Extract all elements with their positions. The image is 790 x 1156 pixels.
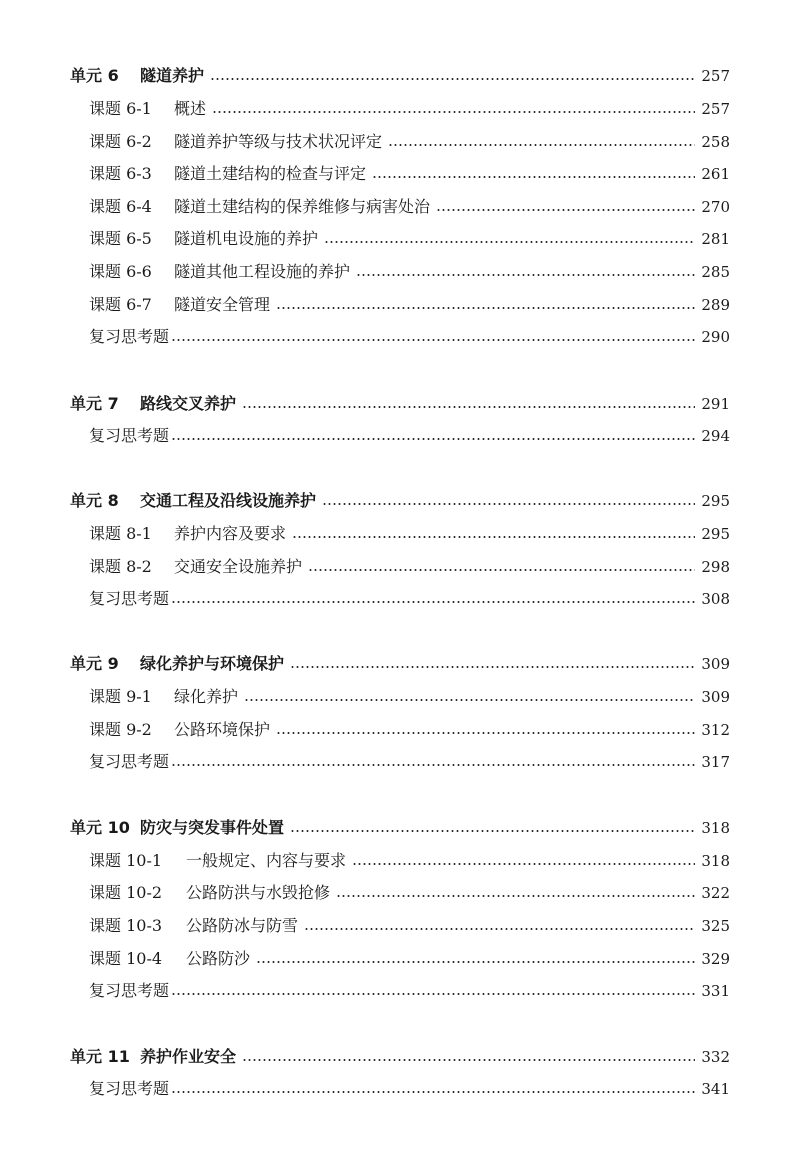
toc-unit-entry[interactable] (70, 389, 730, 419)
entry-title: 养护作业安全 (140, 1047, 237, 1066)
entry-number: 单元 6 (70, 66, 119, 85)
toc-topic-entry[interactable] (89, 224, 730, 254)
dot-leader (242, 1059, 695, 1061)
toc-topic-entry[interactable] (89, 192, 730, 222)
entry-title: 交通安全设施养护 (174, 557, 303, 576)
dot-leader (244, 699, 695, 701)
dot-leader (324, 241, 695, 243)
toc-topic-entry[interactable] (89, 846, 730, 876)
entry-page-number: 308 (701, 590, 730, 608)
entry-title: 公路防沙 (186, 949, 251, 968)
dot-leader (436, 209, 695, 211)
entry-page-number: 257 (701, 67, 730, 85)
entry-title: 养护内容及要求 (174, 524, 287, 543)
entry-number: 课题 9-1 (89, 687, 152, 706)
entry-page-number: 332 (701, 1048, 730, 1066)
toc-unit-entry[interactable] (70, 813, 730, 843)
toc-topic-entry[interactable] (89, 94, 730, 124)
entry-page-number: 294 (701, 427, 730, 445)
entry-title: 公路环境保护 (174, 720, 271, 739)
entry-number: 课题 10-2 (89, 883, 163, 902)
entry-number: 课题 8-2 (89, 557, 152, 576)
toc-review-entry[interactable] (89, 1074, 730, 1104)
dot-leader (322, 503, 695, 505)
dot-leader (290, 666, 695, 668)
entry-title: 概述 (174, 99, 207, 118)
entry-page-number: 317 (701, 753, 730, 771)
dot-leader (210, 78, 695, 80)
dot-leader (276, 732, 695, 734)
entry-number: 课题 6-6 (89, 262, 152, 281)
entry-page-number: 291 (701, 395, 730, 413)
dot-leader (171, 1091, 695, 1093)
entry-title: 复习思考题 (89, 981, 170, 1000)
entry-number: 课题 6-1 (89, 99, 152, 118)
dot-leader (171, 438, 695, 440)
entry-number: 课题 9-2 (89, 720, 152, 739)
entry-title: 交通工程及沿线设施养护 (140, 491, 317, 510)
entry-title: 防灾与突发事件处置 (140, 818, 285, 837)
entry-title: 隧道其他工程设施的养护 (174, 262, 351, 281)
entry-number: 课题 6-7 (89, 295, 152, 314)
entry-title: 隧道土建结构的保养维修与病害处治 (174, 197, 431, 216)
dot-leader (256, 961, 695, 963)
entry-page-number: 290 (701, 328, 730, 346)
entry-page-number: 257 (701, 100, 730, 118)
entry-page-number: 295 (701, 492, 730, 510)
dot-leader (290, 830, 695, 832)
entry-page-number: 312 (701, 721, 730, 739)
toc-review-entry[interactable] (89, 584, 730, 614)
entry-number: 课题 10-1 (89, 851, 163, 870)
entry-number: 课题 6-2 (89, 132, 152, 151)
dot-leader (276, 307, 695, 309)
dot-leader (356, 274, 695, 276)
toc-unit-entry[interactable] (70, 61, 730, 91)
entry-title: 隧道机电设施的养护 (174, 229, 319, 248)
entry-title: 复习思考题 (89, 589, 170, 608)
toc-topic-entry[interactable] (89, 159, 730, 189)
toc-review-entry[interactable] (89, 747, 730, 777)
entry-number: 课题 8-1 (89, 524, 152, 543)
entry-title: 公路防冰与防雪 (186, 916, 299, 935)
entry-number: 课题 6-5 (89, 229, 152, 248)
toc-topic-entry[interactable] (89, 519, 730, 549)
dot-leader (336, 895, 695, 897)
entry-title: 公路防洪与水毁抢修 (186, 883, 331, 902)
entry-number: 课题 6-3 (89, 164, 152, 183)
entry-title: 隧道土建结构的检查与评定 (174, 164, 367, 183)
entry-title: 复习思考题 (89, 752, 170, 771)
dot-leader (171, 601, 695, 603)
entry-page-number: 322 (701, 884, 730, 902)
toc-topic-entry[interactable] (89, 127, 730, 157)
entry-title: 路线交叉养护 (140, 394, 237, 413)
dot-leader (171, 339, 695, 341)
entry-page-number: 318 (701, 819, 730, 837)
entry-title: 绿化养护与环境保护 (140, 654, 285, 673)
entry-page-number: 261 (701, 165, 730, 183)
dot-leader (242, 406, 695, 408)
toc-topic-entry[interactable] (89, 552, 730, 582)
toc-review-entry[interactable] (89, 421, 730, 451)
toc-unit-entry[interactable] (70, 486, 730, 516)
dot-leader (171, 764, 695, 766)
entry-title: 复习思考题 (89, 1079, 170, 1098)
dot-leader (308, 569, 695, 571)
toc-review-entry[interactable] (89, 322, 730, 352)
toc-unit-entry[interactable] (70, 649, 730, 679)
entry-page-number: 331 (701, 982, 730, 1000)
dot-leader (304, 928, 695, 930)
entry-page-number: 270 (701, 198, 730, 216)
entry-number: 单元 7 (70, 394, 119, 413)
entry-title: 绿化养护 (174, 687, 239, 706)
dot-leader (212, 111, 695, 113)
toc-topic-entry[interactable] (89, 911, 730, 941)
toc-review-entry[interactable] (89, 976, 730, 1006)
dot-leader (388, 144, 695, 146)
dot-leader (372, 176, 695, 178)
entry-page-number: 341 (701, 1080, 730, 1098)
entry-page-number: 309 (701, 655, 730, 673)
toc-topic-entry[interactable] (89, 257, 730, 287)
entry-page-number: 309 (701, 688, 730, 706)
entry-number: 单元 10 (70, 818, 130, 837)
entry-page-number: 281 (701, 230, 730, 248)
entry-page-number: 325 (701, 917, 730, 935)
entry-page-number: 318 (701, 852, 730, 870)
toc-topic-entry[interactable] (89, 878, 730, 908)
toc-topic-entry[interactable] (89, 715, 730, 745)
entry-page-number: 258 (701, 133, 730, 151)
toc-topic-entry[interactable] (89, 944, 730, 974)
entry-title: 隧道养护等级与技术状况评定 (174, 132, 383, 151)
entry-page-number: 329 (701, 950, 730, 968)
toc-topic-entry[interactable] (89, 290, 730, 320)
entry-page-number: 298 (701, 558, 730, 576)
entry-number: 课题 10-3 (89, 916, 163, 935)
toc-unit-entry[interactable] (70, 1042, 730, 1072)
entry-number: 单元 9 (70, 654, 119, 673)
dot-leader (171, 993, 695, 995)
entry-title: 隧道养护 (140, 66, 205, 85)
entry-page-number: 285 (701, 263, 730, 281)
entry-number: 课题 10-4 (89, 949, 163, 968)
entry-number: 单元 8 (70, 491, 119, 510)
dot-leader (352, 863, 695, 865)
entry-title: 复习思考题 (89, 327, 170, 346)
entry-number: 课题 6-4 (89, 197, 152, 216)
entry-title: 隧道安全管理 (174, 295, 271, 314)
entry-page-number: 295 (701, 525, 730, 543)
entry-number: 单元 11 (70, 1047, 130, 1066)
entry-title: 复习思考题 (89, 426, 170, 445)
entry-title: 一般规定、内容与要求 (186, 851, 347, 870)
dot-leader (292, 536, 695, 538)
entry-page-number: 289 (701, 296, 730, 314)
toc-topic-entry[interactable] (89, 682, 730, 712)
